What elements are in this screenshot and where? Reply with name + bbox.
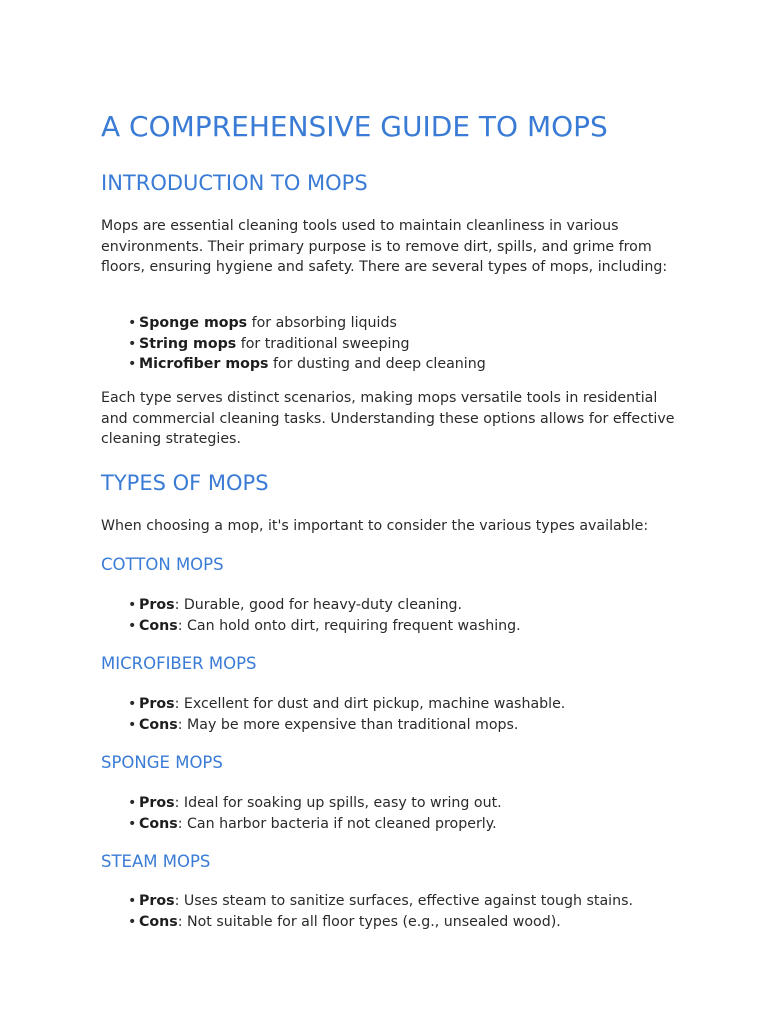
cotton-mops-list (128, 595, 521, 636)
list-item-text: : Can hold onto dirt, requiring frequent washing. (177, 617, 521, 634)
list-item-text: : Excellent for dust and dirt pickup, machine washable. (174, 696, 566, 712)
list-item-term: Pros (139, 597, 175, 613)
list-item-term: Cons (139, 617, 178, 634)
bullet-icon: • (128, 597, 137, 613)
list-item (128, 354, 486, 375)
list-item-text: : May be more expensive than traditional mops. (177, 716, 519, 733)
types-paragraph: When choosing a mop, it's important to consider the various types available: (101, 518, 649, 534)
list-item (128, 334, 486, 355)
list-item (128, 793, 502, 814)
intro-heading: INTRODUCTION TO MOPS (101, 171, 368, 195)
intro-mop-list (128, 313, 486, 375)
list-item (128, 891, 633, 912)
list-item (128, 814, 502, 835)
intro-paragraph-2: Each type serves distinct scenarios, making mops versatile tools in residential and commercial cleaning tasks. Understanding these options allows for effective cleaning strategies. (101, 390, 675, 447)
list-item-term: Sponge mops (139, 315, 248, 331)
intro-paragraph-1: Mops are essential cleaning tools used to maintain cleanliness in various environments. Their primary purpose is to remove dirt, spills, and grime from floors, ensuring hygiene and safety. There are several types of mops, including: (101, 218, 668, 275)
list-item (128, 715, 565, 736)
list-item (128, 694, 565, 715)
list-item-text: : Uses steam to sanitize surfaces, effective against tough stains. (174, 893, 633, 909)
list-item (128, 595, 521, 616)
list-item-text: for absorbing liquids (247, 315, 397, 331)
microfiber-mops-list (128, 694, 565, 735)
microfiber-mops-heading: MICROFIBER MOPS (101, 654, 257, 673)
sponge-mops-list (128, 793, 502, 834)
bullet-icon: • (128, 315, 137, 331)
bullet-icon: • (128, 696, 137, 712)
list-item-term: Pros (139, 696, 175, 712)
list-item-term: String mops (139, 335, 237, 352)
steam-mops-list (128, 891, 633, 932)
list-item (128, 616, 521, 637)
list-item-term: Cons (139, 815, 178, 832)
list-item-text: : Ideal for soaking up spills, easy to wring out. (174, 795, 502, 811)
list-item-term: Cons (139, 716, 178, 733)
bullet-icon: • (128, 815, 137, 832)
sponge-mops-heading: SPONGE MOPS (101, 753, 223, 772)
bullet-icon: • (128, 716, 137, 733)
list-item-text: : Durable, good for heavy-duty cleaning. (174, 597, 463, 613)
list-item-term: Pros (139, 795, 175, 811)
bullet-icon: • (128, 913, 137, 930)
list-item-term: Pros (139, 893, 175, 909)
types-heading: TYPES OF MOPS (101, 471, 269, 495)
list-item-text: for dusting and deep cleaning (268, 356, 486, 372)
bullet-icon: • (128, 335, 137, 352)
document-title: A COMPREHENSIVE GUIDE TO MOPS (101, 110, 608, 143)
list-item (128, 313, 486, 334)
cotton-mops-heading: COTTON MOPS (101, 555, 224, 574)
list-item-text: for traditional sweeping (236, 335, 410, 352)
list-item-text: : Not suitable for all floor types (e.g., unsealed wood). (177, 913, 561, 930)
bullet-icon: • (128, 893, 137, 909)
steam-mops-heading: STEAM MOPS (101, 852, 211, 871)
list-item-term: Microfiber mops (139, 356, 269, 372)
list-item-term: Cons (139, 913, 178, 930)
list-item (128, 912, 633, 933)
bullet-icon: • (128, 795, 137, 811)
bullet-icon: • (128, 617, 137, 634)
list-item-text: : Can harbor bacteria if not cleaned properly. (177, 815, 497, 832)
bullet-icon: • (128, 356, 137, 372)
